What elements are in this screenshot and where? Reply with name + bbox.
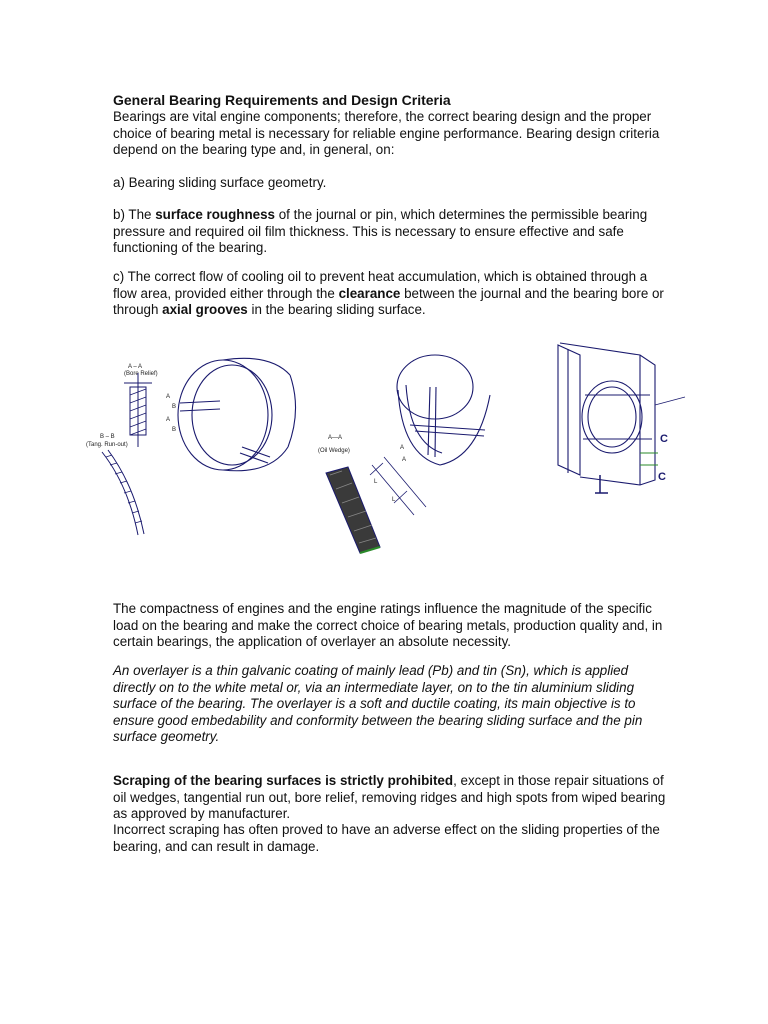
item-b-pre: b) The xyxy=(113,207,156,222)
label-c-2: C xyxy=(658,471,666,483)
item-c-bold-clearance: clearance xyxy=(338,285,401,301)
item-b xyxy=(113,207,673,257)
para-scraping xyxy=(113,773,673,823)
label-b-1: B xyxy=(172,404,177,410)
label-bore-relief: (Bore Relief) xyxy=(124,371,158,377)
label-tang-runout: (Tang. Run-out) xyxy=(86,442,128,448)
label-l-2: L xyxy=(392,497,396,503)
bearing-shell-1 xyxy=(178,358,296,470)
section-aa-drawing xyxy=(124,373,152,447)
scraping-warning: Scraping of the bearing surfaces is strictly prohibited xyxy=(113,773,454,788)
oil-wedge-section xyxy=(326,457,426,553)
label-oil-wedge: (Oil Wedge) xyxy=(318,448,350,454)
intro-paragraph: Bearings are vital engine components; therefore, the correct bearing design and the proper choice of bearing metal is necessary for reliable engine performance. Bearing design criteria depend on the bearing type and, in general, on: xyxy=(113,109,660,157)
bearing-figure xyxy=(80,335,700,565)
item-c-pre: c) The correct flow of cooling oil to prevent heat accumulation, which is obtained through a flow area, provided either through the xyxy=(113,269,648,301)
label-a-3: A xyxy=(400,445,405,451)
para-overlayer: An overlayer is a thin galvanic coating of mainly lead (Pb) and tin (Sn), which is applied directly on to the white metal or, via an intermediate layer, on to the tin aluminium sliding surface of the bearing. The overlayer is a soft and ductile coating, its main objective is to ensure good embedability and conformity between the bearing sliding surface and the pin surface geometry. xyxy=(113,663,643,744)
item-c xyxy=(113,269,673,319)
para-compactness: The compactness of engines and the engine ratings influence the magnitude of the specific load on the bearing and make the correct choice of bearing metals, production quality and, in certain bearings, the application of overlayer an absolute necessity. xyxy=(113,601,663,649)
label-c-1: C xyxy=(660,433,668,445)
label-bb: B – B xyxy=(100,434,115,440)
label-aa-2: A—A xyxy=(328,435,343,441)
tang-runout-strip xyxy=(102,450,144,535)
item-c-post: in the bearing sliding surface. xyxy=(247,302,426,317)
item-a: a) Bearing sliding surface geometry. xyxy=(113,175,327,190)
item-c-mid: between the journal and the bearing bore or through xyxy=(113,285,664,317)
item-c-bold-grooves: axial grooves xyxy=(162,302,248,317)
item-b-bold: surface roughness xyxy=(155,207,275,222)
bearing-shell-2 xyxy=(397,355,490,465)
label-b-2: B xyxy=(172,427,177,433)
label-a-1: A xyxy=(166,394,171,400)
label-a-2: A xyxy=(166,417,171,423)
para-incorrect-scraping: Incorrect scraping has often proved to have an adverse effect on the sliding properties of the bearing, and can result in damage. xyxy=(113,822,660,854)
label-a-4: A xyxy=(402,457,407,463)
item-b-post: of the journal or pin, which determines the permissible bearing pressure and required oil film thickness. This is necessary to ensure effective and safe functioning of the bearing. xyxy=(113,207,648,255)
scraping-rest: , except in those repair situations of oil wedges, tangential run out, bore relief, removing ridges and high spots from wiped bearing as approved by manufacturer. xyxy=(113,773,666,821)
label-l-1: L xyxy=(374,479,378,485)
page-title: General Bearing Requirements and Design Criteria xyxy=(113,92,451,108)
label-aa-1: A – A xyxy=(128,364,143,370)
